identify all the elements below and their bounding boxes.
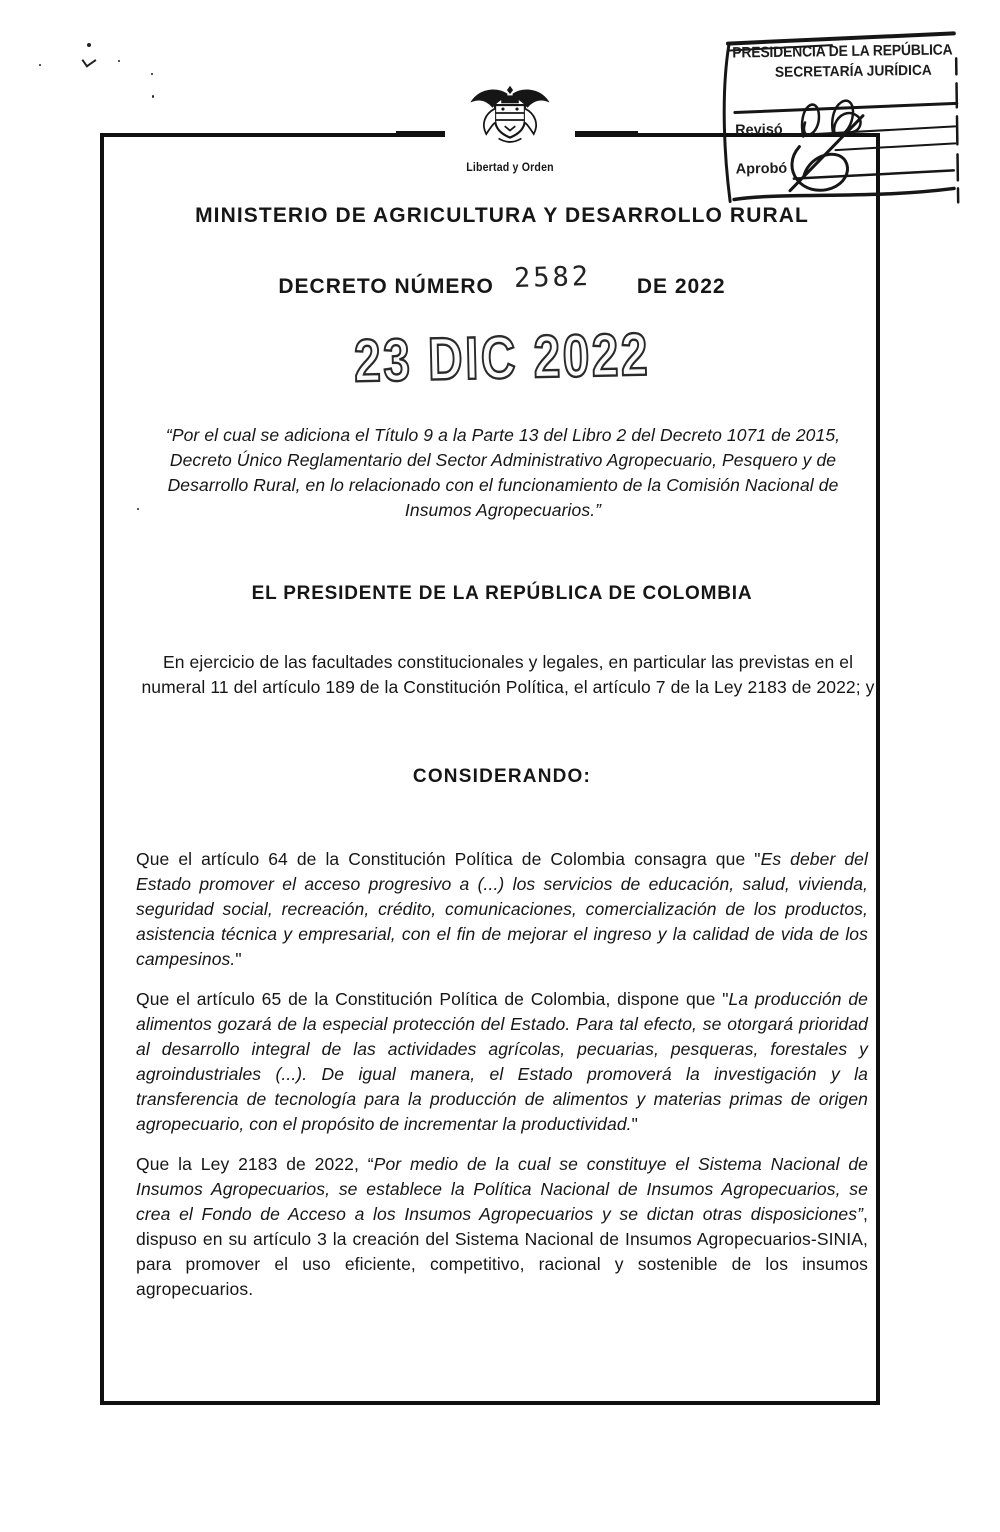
paragraph-lead: Que el artículo 65 de la Constitución Política de Colombia, dispone que " — [136, 989, 729, 1009]
paragraph-tail: , dispuso en su artículo 3 la creación del Sistema Nacional de Insumos Agropecuarios-SINIA, para promover el uso eficiente, competitivo, racional y sostenible de los insumos agropecuarios. — [136, 1204, 868, 1299]
paragraph-lead: Que la Ley 2183 de 2022, “ — [136, 1154, 374, 1174]
scan-speckle — [39, 64, 41, 66]
scan-mark — [82, 53, 97, 67]
decree-number-row — [136, 260, 868, 299]
date-stamp: 23 DIC 2022 — [353, 320, 651, 395]
stamp-aprobo-label: Aprobó — [735, 160, 788, 178]
decree-content — [100, 133, 880, 1302]
considerando-paragraph-1 — [136, 847, 868, 972]
paragraph-quote: Es deber del Estado promover el acceso progresivo a (...) los servicios de educación, salud, vivienda, seguridad social, recreación, crédito, comunicaciones, comercialización de los productos, asistencia técnica y empresarial, con el fin de mejorar el ingreso y la calidad de vida de los campesinos. — [136, 849, 868, 969]
scan-speckle — [118, 60, 120, 62]
decree-number-value: 2582 — [513, 260, 592, 295]
decree-number-label: DECRETO NÚMERO — [278, 275, 494, 298]
secretaria-juridica-stamp — [714, 26, 969, 212]
scan-speckle — [152, 95, 154, 98]
stamp-title: PRESIDENCIA DE LA REPÚBLICA — [732, 41, 953, 62]
stamp-reviso-label: Revisó — [735, 121, 783, 139]
seal-caption: Libertad y Orden — [466, 162, 554, 174]
preamble-paragraph: En ejercicio de las facultades constitucionales y legales, en particular las previstas en el numeral 11 del artículo 189 de la Constitución Política, el artículo 7 de la Ley 2183 de 2022; y — [141, 652, 875, 697]
decree-subject: “Por el cual se adiciona el Título 9 a la Parte 13 del Libro 2 del Decreto 1071 de 2015, Decreto Único Reglamentario del Sector Administrativo Agropecuario, Pesquero y de Desarrollo Rural, en lo relacionado con el funcionamiento de la Comisión Nacional de Insumos Agropecuarios.” — [165, 425, 841, 520]
stamp-subtitle: SECRETARÍA JURÍDICA — [774, 62, 932, 81]
considerando-paragraph-2 — [136, 987, 868, 1137]
coat-of-arms — [445, 84, 575, 176]
decree-year-label: DE 2022 — [636, 275, 726, 298]
considerando-heading: CONSIDERANDO: — [412, 766, 592, 787]
considerando-paragraph-3 — [136, 1152, 868, 1302]
scan-speckle — [151, 73, 153, 75]
paragraph-tail: " — [235, 949, 242, 969]
coat-of-arms-icon — [466, 84, 554, 156]
scan-speckle — [87, 43, 91, 47]
paragraph-lead: Que el artículo 64 de la Constitución Política de Colombia consagra que " — [136, 849, 761, 869]
ministry-title: MINISTERIO DE AGRICULTURA Y DESARROLLO RURAL — [195, 204, 809, 227]
paragraph-quote: Por medio de la cual se constituye el Sistema Nacional de Insumos Agropecuarios, se establece la Política Nacional de Insumos Agropecuarios, se crea el Fondo de Acceso a los Insumos Agropecuarios y se dictan otras disposiciones” — [136, 1154, 869, 1224]
authority-heading: EL PRESIDENTE DE LA REPÚBLICA DE COLOMBIA — [251, 583, 753, 604]
paragraph-quote: La producción de alimentos gozará de la especial protección del Estado. Para tal efecto, se otorgará prioridad al desarrollo integral de las actividades agrícolas, pecuarias, pesqueras, forestales y agroindustriales (...). De igual manera, el Estado promoverá la investigación y la transferencia de tecnología para la producción de alimentos y materias primas de origen agropecuario, con el propósito de incrementar la productividad. — [136, 989, 868, 1134]
paragraph-tail: " — [631, 1114, 638, 1134]
